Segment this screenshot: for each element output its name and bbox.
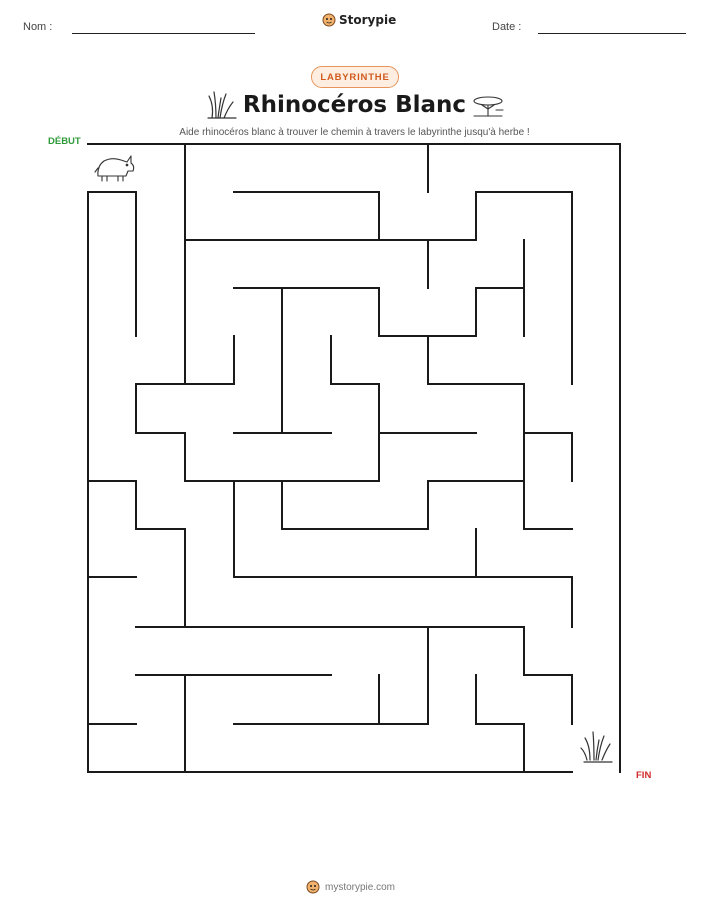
name-label: Nom : — [23, 21, 53, 33]
maze-wall — [234, 288, 524, 336]
storypie-mascot-icon — [306, 880, 320, 894]
maze-wall — [428, 336, 524, 481]
acacia-tree-icon — [474, 97, 503, 116]
maze-wall — [88, 144, 620, 772]
maze-wall — [476, 675, 524, 772]
maze-wall — [88, 481, 185, 627]
maze-wall — [331, 481, 572, 529]
grass-icon — [581, 732, 612, 762]
maze-walls — [88, 144, 620, 772]
maze-wall — [282, 577, 572, 627]
category-badge: LABYRINTHE — [311, 66, 399, 88]
maze-wall — [88, 192, 136, 336]
brand-name: Storypie — [339, 13, 397, 27]
maze-wall — [282, 481, 331, 529]
maze-wall — [331, 336, 379, 481]
date-label: Date : — [492, 21, 522, 33]
footer-website[interactable]: mystorypie.com — [325, 881, 396, 893]
instructions: Aide rhinocéros blanc à trouver le chemin à travers le labyrinthe jusqu'à herbe ! — [179, 127, 530, 138]
rhinoceros-icon — [95, 156, 134, 181]
start-label: DÉBUT — [48, 136, 81, 147]
grass-icon — [208, 92, 236, 118]
end-label: FIN — [636, 770, 652, 781]
page-title: Rhinocéros Blanc — [242, 92, 467, 118]
footer — [306, 880, 395, 894]
maze-wall — [524, 433, 572, 481]
maze-wall — [234, 192, 379, 240]
